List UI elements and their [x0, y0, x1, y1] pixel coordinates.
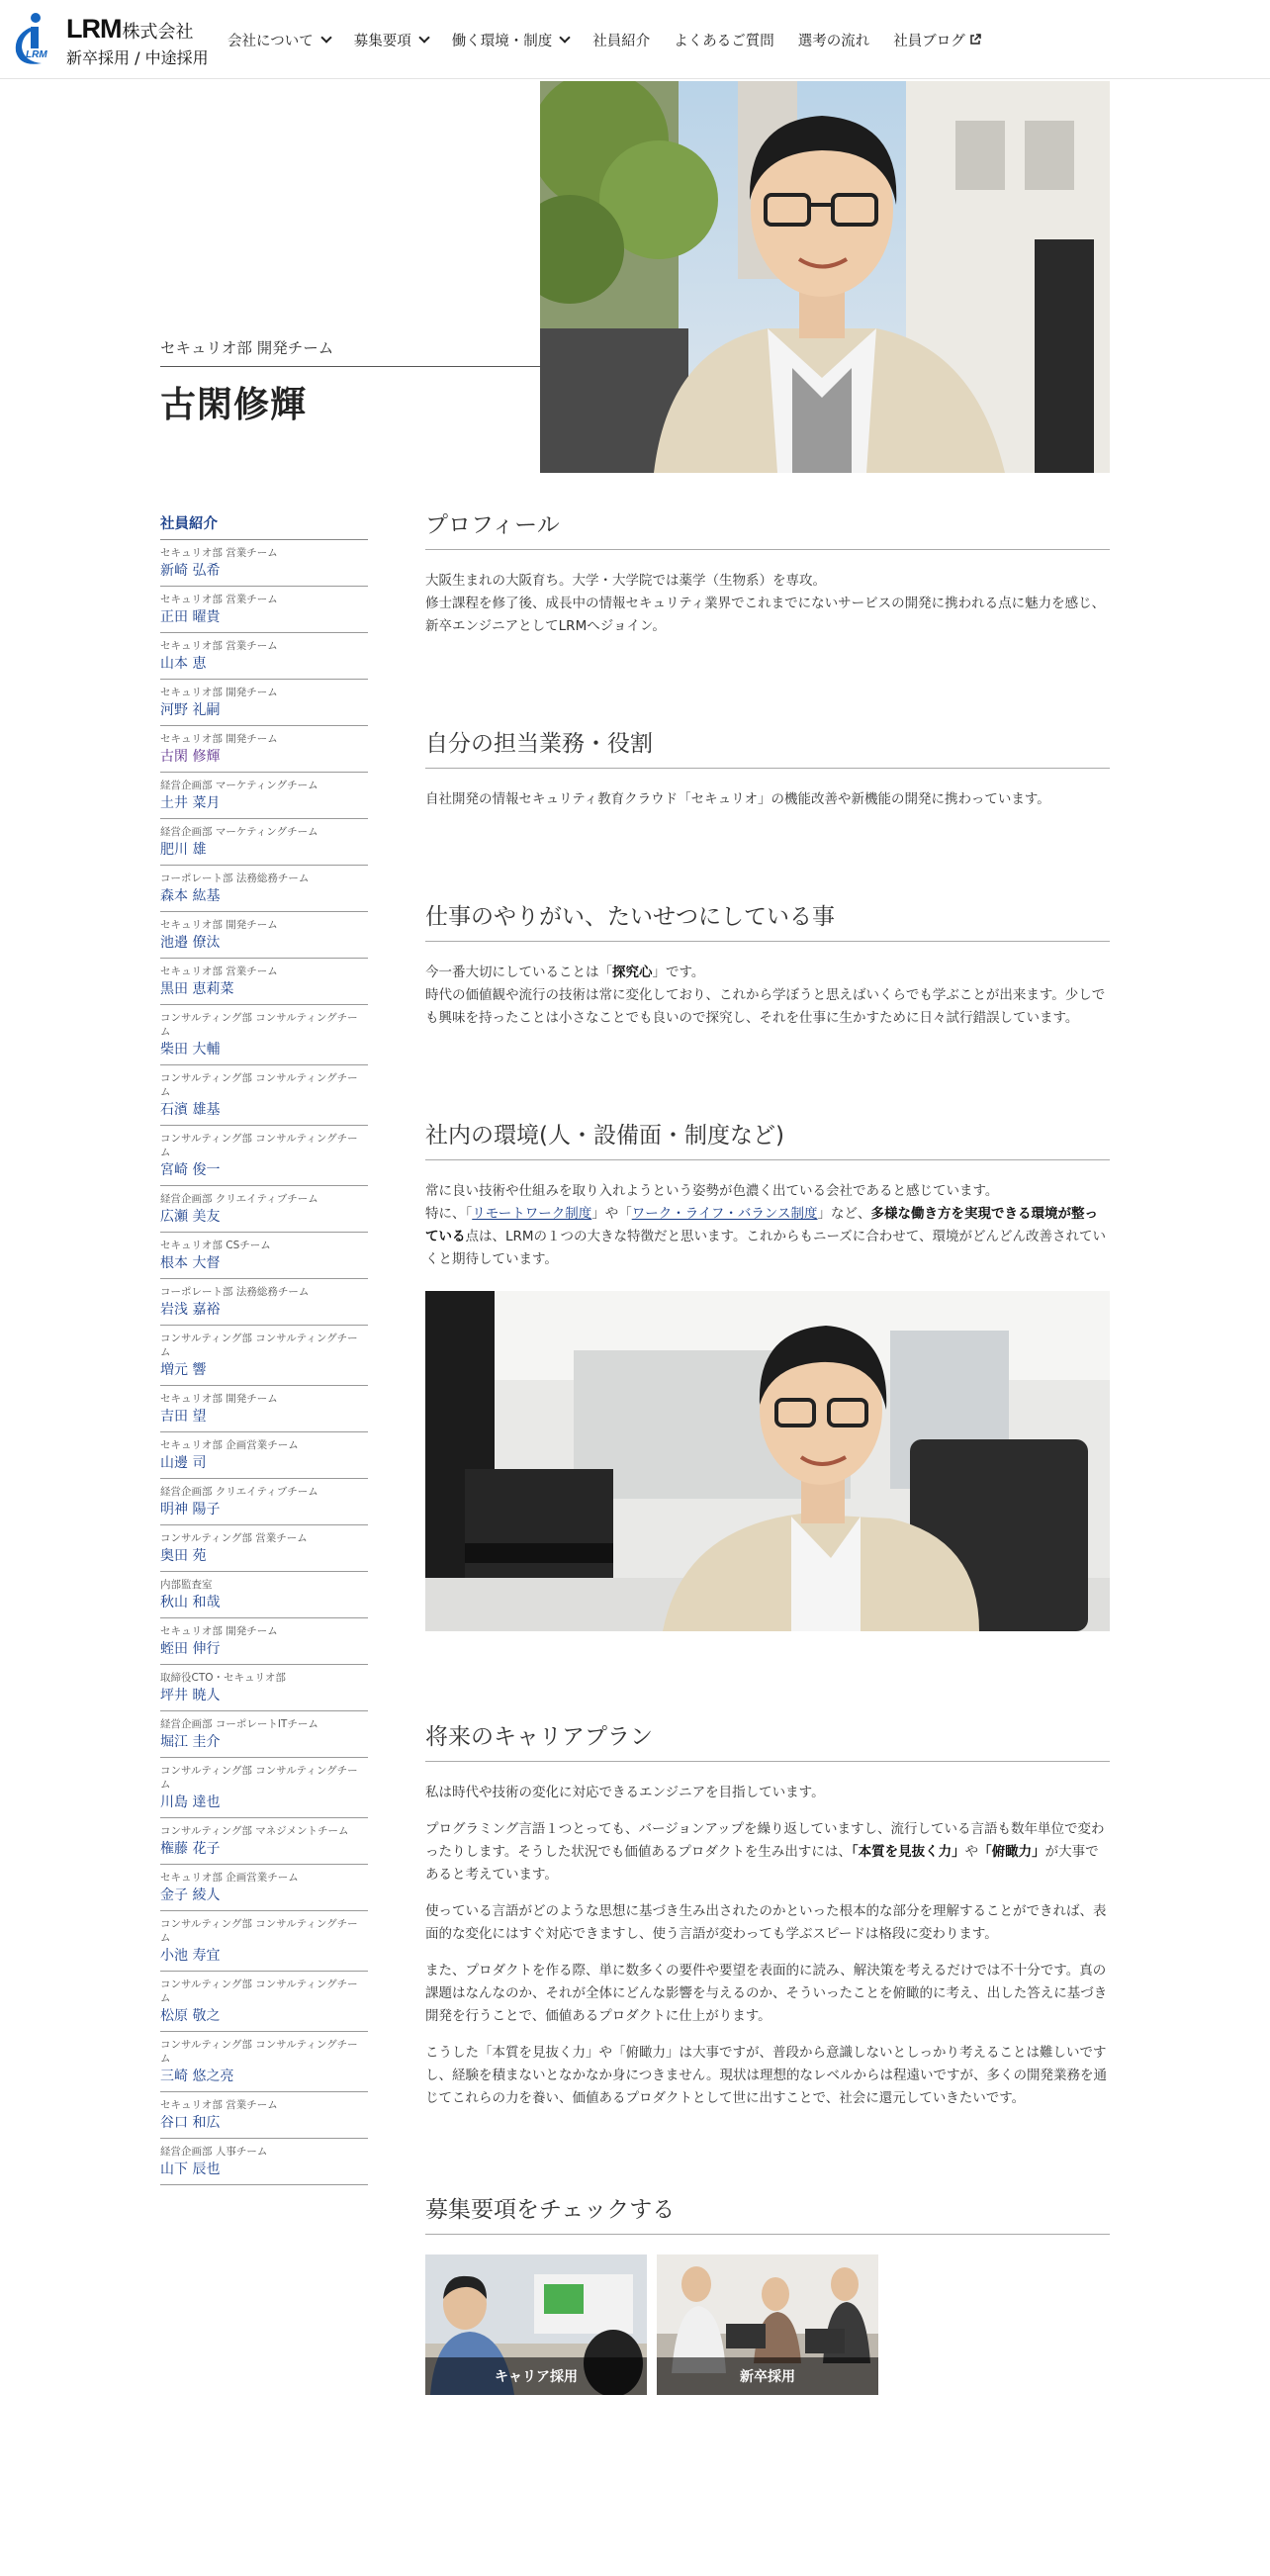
sidebar-staff-item[interactable]	[160, 2092, 368, 2139]
staff-name: 石濱 雄基	[160, 1102, 221, 1118]
staff-department: セキュリオ部 営業チーム	[160, 2099, 278, 2111]
nav-blog-label: 社員ブログ	[893, 33, 965, 49]
career-recruit-label: キャリア採用	[425, 2357, 647, 2395]
sidebar-staff-item[interactable]	[160, 1818, 368, 1865]
career-keyword-2: 「俯瞰力」	[978, 1844, 1045, 1860]
sidebar-staff-item[interactable]	[160, 1126, 368, 1186]
main-content	[425, 506, 1110, 2395]
nav-environment-label: 働く環境・制度	[451, 33, 553, 49]
staff-department: コンサルティング部 コンサルティングチーム	[160, 1133, 358, 1158]
career-text-2a: プログラミング言語１つとっても、バージョンアップを繰り返していますし、流行している言語も数年単位で変わったりします。そうした状況でも価値あるプロダクトを生み出すには、	[425, 1821, 1105, 1860]
sidebar-staff-item[interactable]	[160, 540, 368, 587]
staff-name: 松原 敬之	[160, 2008, 221, 2024]
env-text-b: 」や「	[591, 1206, 632, 1222]
sidebar-staff-item[interactable]	[160, 1911, 368, 1972]
env-highlight: 多様な働き方を実現できる環境が整っている	[425, 1206, 1099, 1244]
staff-name: 森本 紘基	[160, 888, 221, 904]
nav-about[interactable]	[227, 30, 330, 50]
section-title: 社内の環境(人・設備面・制度など)	[425, 1117, 1110, 1160]
sidebar-staff-item[interactable]	[160, 773, 368, 819]
value-text-post: 」です。	[652, 965, 705, 980]
staff-name: 川島 達也	[160, 1794, 221, 1810]
staff-name: 山邊 司	[160, 1455, 207, 1471]
nav-selection-flow-label: 選考の流れ	[797, 33, 870, 49]
sidebar-staff-item[interactable]	[160, 1758, 368, 1818]
external-link-icon	[969, 34, 981, 46]
section-recruit	[425, 2191, 1110, 2395]
nav-environment[interactable]	[452, 30, 570, 50]
env-text-1: 常に良い技術や仕組みを取り入れようという姿勢が色濃く出ている会社であると感じています。	[425, 1183, 999, 1199]
staff-name: 河野 礼嗣	[160, 702, 221, 718]
chevron-down-icon	[418, 32, 429, 43]
sidebar-staff-item[interactable]	[160, 1233, 368, 1279]
brand-suffix: 株式会社	[122, 22, 194, 42]
section-environment	[425, 1117, 1110, 1631]
env-text-d: 点は、LRMの１つの大きな特徴だと思います。これからもニーズに合わせて、環境がどんどん改善されていくと期待しています。	[425, 1229, 1107, 1267]
svg-text:LRM: LRM	[26, 49, 47, 60]
staff-department: セキュリオ部 営業チーム	[160, 547, 278, 559]
staff-department: 経営企画部 マーケティングチーム	[160, 780, 318, 791]
staff-department: コンサルティング部 コンサルティングチーム	[160, 1978, 358, 2004]
sidebar-staff-item[interactable]	[160, 633, 368, 680]
env-text-2	[425, 1203, 1110, 1271]
sidebar-staff-item[interactable]	[160, 1618, 368, 1665]
sidebar-staff-item[interactable]	[160, 1525, 368, 1572]
sidebar-heading: 社員紹介	[160, 506, 368, 540]
career-text-5: こうした「本質を見抜く力」や「俯瞰力」は大事ですが、普段から意識しないとしっかり考えることは難しいですし、経験を積まないとなかなか身につきません。現状は理想的なレベルからは程遠いですが、多くの開発業務を通じてこれらの力を養い、価値あるプロダクトとして世に出すことで、社会に還元していきたいです。	[425, 2045, 1108, 2106]
main-nav	[227, 0, 1005, 79]
office-illustration	[425, 1291, 1110, 1631]
staff-name: 堀江 圭介	[160, 1734, 221, 1750]
nav-requirements[interactable]	[354, 30, 428, 50]
staff-name: 新崎 弘希	[160, 563, 221, 579]
staff-name: 権藤 花子	[160, 1841, 221, 1857]
staff-name: 三崎 悠之亮	[160, 2069, 234, 2084]
section-profile	[425, 506, 1110, 638]
value-text-1	[425, 962, 1110, 984]
sidebar-staff-item[interactable]	[160, 1386, 368, 1432]
role-text: 自社開発の情報セキュリティ教育クラウド「セキュリオ」の機能改善や新機能の開発に携わっています。	[425, 791, 1050, 807]
staff-department: 経営企画部 クリエイティブチーム	[160, 1193, 318, 1205]
sidebar-staff-item[interactable]	[160, 959, 368, 1005]
lrm-logo-icon	[12, 10, 61, 67]
nav-staff-label: 社員紹介	[592, 33, 651, 49]
portrait-illustration	[540, 81, 1110, 473]
staff-name: 金子 綾人	[160, 1887, 221, 1903]
nav-faq-label: よくあるご質問	[674, 33, 774, 49]
staff-department: 取締役CTO・セキュリオ部	[160, 1672, 286, 1684]
hero-employee-name: 古閑修輝	[160, 385, 308, 425]
sidebar-staff-item[interactable]	[160, 1186, 368, 1233]
staff-department: セキュリオ部 開発チーム	[160, 919, 278, 931]
career-text-2mid: や	[964, 1844, 979, 1860]
staff-department: セキュリオ部 CSチーム	[160, 1240, 271, 1251]
env-text-a: 特に、「	[425, 1206, 473, 1222]
career-text-4: また、プロダクトを作る際、単に数多くの要件や要望を表面的に読み、解決策を考えるだけでは不十分です。真の課題はなんなのか、それが全体にどんな影響を与えるのか、そういったことを俯瞰的に考え、出した答えに基づき開発を行うことで、価値あるプロダクトに仕上がります。	[425, 1963, 1108, 2024]
staff-department: セキュリオ部 開発チーム	[160, 733, 278, 745]
staff-name: 小池 寿宜	[160, 1948, 221, 1964]
chevron-down-icon	[320, 32, 331, 43]
staff-name: 池邉 僚汰	[160, 935, 221, 951]
staff-department: 経営企画部 クリエイティブチーム	[160, 1486, 318, 1498]
staff-name: 山本 恵	[160, 656, 207, 672]
section-value	[425, 898, 1110, 1030]
staff-name: 黒田 恵莉菜	[160, 981, 234, 997]
sidebar-staff-item[interactable]	[160, 819, 368, 866]
staff-name: 岩浅 嘉裕	[160, 1302, 221, 1318]
section-title: プロフィール	[425, 506, 1110, 550]
staff-name: 柴田 大輔	[160, 1042, 221, 1058]
nav-faq[interactable]	[674, 30, 774, 50]
sidebar-staff-item[interactable]	[160, 1665, 368, 1711]
office-photo	[425, 1291, 1110, 1631]
staff-department: セキュリオ部 開発チーム	[160, 1393, 278, 1405]
sidebar-staff-item[interactable]	[160, 2032, 368, 2092]
staff-department: コンサルティング部 コンサルティングチーム	[160, 2039, 358, 2065]
staff-department: 経営企画部 マーケティングチーム	[160, 826, 318, 838]
sidebar-staff-item[interactable]	[160, 1326, 368, 1386]
staff-sidebar	[160, 506, 368, 2185]
sidebar-staff-item[interactable]	[160, 1479, 368, 1525]
staff-department: コンサルティング部 コンサルティングチーム	[160, 1333, 358, 1358]
staff-name: 根本 大督	[160, 1255, 221, 1271]
staff-name: 谷口 和広	[160, 2115, 221, 2131]
hero-title-block	[160, 336, 540, 427]
staff-department: セキュリオ部 企画営業チーム	[160, 1872, 299, 1884]
staff-name: 土井 菜月	[160, 795, 221, 811]
brand-subtitle: 新卒採用 / 中途採用	[66, 48, 209, 67]
staff-department: コンサルティング部 コンサルティングチーム	[160, 1072, 358, 1098]
nav-staff[interactable]	[592, 30, 650, 50]
sidebar-staff-item[interactable]	[160, 1972, 368, 2032]
recruit-cards	[425, 2254, 1110, 2395]
profile-text: 大阪生まれの大阪育ち。大学・大学院では薬学（生物系）を専攻。 修士課程を修了後、成長中の情報セキュリティ業界でこれまでにないサービスの開発に携われる点に魅力を感じ、新卒エンジニアとしてLRMへジョイン。	[425, 573, 1106, 634]
staff-department: セキュリオ部 営業チーム	[160, 966, 278, 977]
sidebar-staff-item[interactable]	[160, 912, 368, 959]
section-role	[425, 725, 1110, 811]
sidebar-staff-item[interactable]	[160, 1065, 368, 1126]
staff-name: 明神 陽子	[160, 1502, 221, 1518]
value-keyword: 探究心	[612, 965, 653, 980]
staff-name: 山下 辰也	[160, 2162, 221, 2177]
staff-department: セキュリオ部 企画営業チーム	[160, 1439, 299, 1451]
staff-department: セキュリオ部 開発チーム	[160, 687, 278, 698]
remote-work-link[interactable]: リモートワーク制度	[472, 1206, 592, 1222]
hero-department: セキュリオ部 開発チーム	[160, 336, 540, 367]
staff-name: 肥川 雄	[160, 842, 207, 858]
brand-name	[66, 14, 193, 45]
sidebar-staff-item[interactable]	[160, 1572, 368, 1618]
career-text-3: 使っている言語がどのような思想に基づき生み出されたのかといった根本的な部分を理解することができれば、表面的な変化にはすぐ対応できますし、使う言語が変わっても学ぶスピードは格段に変わります。	[425, 1903, 1107, 1942]
staff-name: 古閑 修輝	[160, 749, 221, 765]
staff-department: セキュリオ部 営業チーム	[160, 594, 278, 605]
staff-department: コンサルティング部 営業チーム	[160, 1532, 308, 1544]
site-header	[0, 0, 1270, 79]
staff-name: 宮崎 俊一	[160, 1162, 221, 1178]
value-text-2: 時代の価値観や流行の技術は常に変化しており、これから学ぼうと思えばいくらでも学ぶことが出来ます。少しでも興味を持ったことは小さなことでも良いので探究し、それを仕事に生かすために日々試行錯誤しています。	[425, 987, 1106, 1026]
sidebar-staff-item[interactable]	[160, 1711, 368, 1758]
sidebar-staff-item[interactable]	[160, 587, 368, 633]
value-text-pre: 今一番大切にしていることは「	[425, 965, 612, 980]
section-title: 自分の担当業務・役割	[425, 725, 1110, 769]
section-career	[425, 1718, 1110, 2110]
work-life-balance-link[interactable]: ワーク・ライフ・バランス制度	[631, 1206, 818, 1222]
career-recruit-card[interactable]	[425, 2254, 647, 2395]
new-graduate-recruit-label: 新卒採用	[657, 2357, 878, 2395]
staff-name: 奥田 苑	[160, 1548, 207, 1564]
site-logo[interactable]	[12, 10, 210, 69]
staff-name: 正田 曜貴	[160, 609, 221, 625]
staff-department: コンサルティング部 コンサルティングチーム	[160, 1012, 358, 1038]
nav-about-label: 会社について	[227, 33, 314, 49]
section-title: 募集要項をチェックする	[425, 2191, 1110, 2235]
employee-portrait-photo	[540, 81, 1110, 473]
staff-name: 広瀬 美友	[160, 1209, 221, 1225]
env-text-c: 」など、	[817, 1206, 871, 1222]
sidebar-staff-item[interactable]	[160, 1005, 368, 1065]
staff-department: セキュリオ部 営業チーム	[160, 640, 278, 652]
staff-name: 坪井 暁人	[160, 1688, 221, 1703]
chevron-down-icon	[560, 32, 571, 43]
sidebar-list	[160, 540, 368, 2185]
staff-department: コンサルティング部 コンサルティングチーム	[160, 1765, 358, 1791]
brand-lrm: LRM	[66, 14, 122, 44]
sidebar-staff-item[interactable]	[160, 1279, 368, 1326]
sidebar-staff-item[interactable]	[160, 1865, 368, 1911]
sidebar-staff-item[interactable]	[160, 866, 368, 912]
career-text-2	[425, 1818, 1110, 1886]
staff-department: コーポレート部 法務総務チーム	[160, 1286, 310, 1298]
staff-department: コンサルティング部 マネジメントチーム	[160, 1825, 349, 1837]
sidebar-staff-item[interactable]	[160, 726, 368, 773]
staff-name: 蛭田 伸行	[160, 1641, 221, 1657]
career-keyword-1: 「本質を見抜く力」	[851, 1844, 965, 1860]
nav-blog[interactable]	[893, 30, 981, 50]
staff-name: 吉田 望	[160, 1409, 207, 1425]
new-graduate-recruit-card[interactable]	[657, 2254, 878, 2395]
staff-department: セキュリオ部 開発チーム	[160, 1625, 278, 1637]
sidebar-staff-item[interactable]	[160, 680, 368, 726]
staff-department: 経営企画部 コーポレートITチーム	[160, 1718, 318, 1730]
sidebar-staff-item[interactable]	[160, 1432, 368, 1479]
section-title: 仕事のやりがい、たいせつにしている事	[425, 898, 1110, 942]
staff-department: コーポレート部 法務総務チーム	[160, 873, 310, 884]
staff-department: コンサルティング部 コンサルティングチーム	[160, 1918, 358, 1944]
nav-selection-flow[interactable]	[798, 30, 870, 50]
career-text-1: 私は時代や技術の変化に対応できるエンジニアを目指しています。	[425, 1785, 825, 1800]
staff-name: 増元 響	[160, 1362, 207, 1378]
sidebar-staff-item[interactable]	[160, 2139, 368, 2185]
section-title: 将来のキャリアプラン	[425, 1718, 1110, 1762]
staff-name: 秋山 和哉	[160, 1595, 221, 1610]
nav-requirements-label: 募集要項	[353, 33, 411, 49]
staff-department: 内部監査室	[160, 1579, 213, 1591]
staff-department: 経営企画部 人事チーム	[160, 2146, 268, 2158]
career-text-2c: が大事であると考えています。	[425, 1844, 1099, 1883]
